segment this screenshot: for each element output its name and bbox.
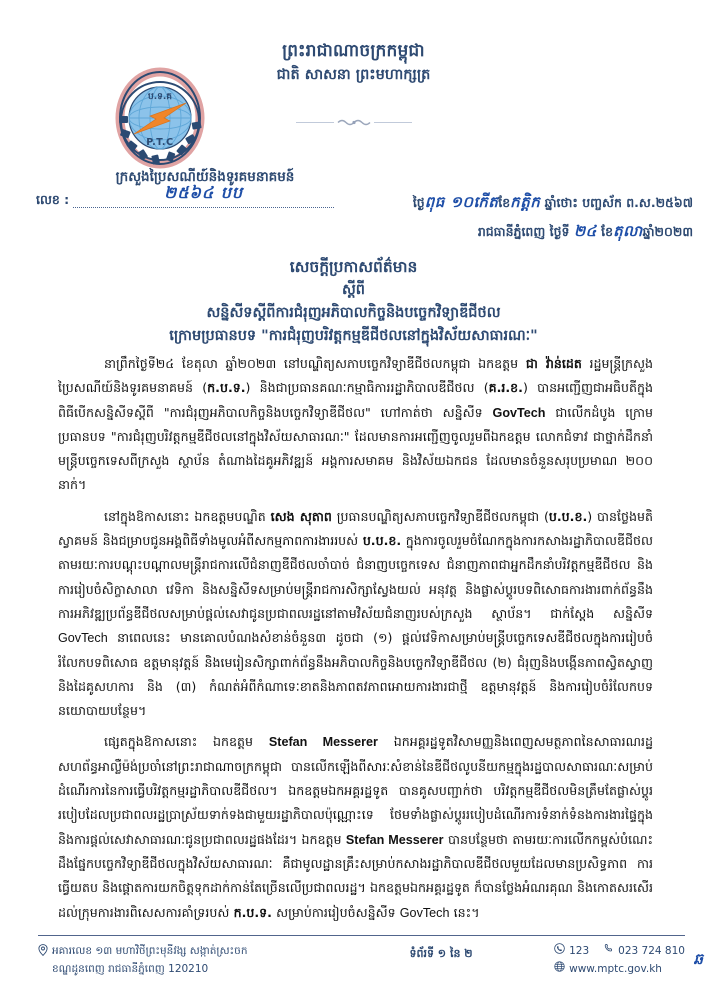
page-indicator: ទំព័រទី ១ នៃ ២ bbox=[409, 947, 473, 961]
ministry-name: ក្រសួងប្រៃសណីយ៍និងទូរគមនាគមន៍ bbox=[115, 169, 295, 185]
kingdom-title: ព្រះរាជាណាចក្រកម្ពុជា bbox=[282, 41, 425, 61]
globe-icon bbox=[554, 961, 565, 978]
ministry-logo bbox=[106, 66, 214, 178]
body-text-run: ក្នុងការចូលរួមចំណែកក្នុងការកសាងរដ្ឋាភិបាលឌីជីថល តាមរយៈការបណ្តុះបណ្តាលមន្ត្រីរាជការលើជំនាញឌីជីថលចាំបាច់ ជំនាញបច្ចេកទេស ជំនាញភាពជាអ្នកដឹកនាំបរិវត្តកម្មឌីជីថល និងការរៀបចំសិក្ខាសាលា វេទិកា និងសន្និសីទសម្រាប់មន្ត្រីរាជការសិក្សាស្វែងយល់ អនុវត្ត និងផ្លាស់ប្តូរបទពិសោធការងារពាក់ព័ន្ធនឹងការអភិវឌ្ឍប្រព័ន្ធឌីជីថលសម្រាប់ផ្តល់សេវាជូនប្រជាពលរដ្ឋនៅតាមវិស័យជំនាញរបស់ក្រសួង ស្ថាប័ន។ ជាក់ស្តែង សន្និសីទ bbox=[58, 533, 653, 621]
emphasis-text: សេង សុតាព bbox=[270, 508, 332, 524]
document-number-row bbox=[36, 183, 336, 211]
national-motto: ជាតិ សាសនា ព្រះមហាក្សត្រ bbox=[276, 66, 431, 83]
body-text-run: ផ្សេតក្នុងឱកាសនោះ ឯកឧត្តម bbox=[104, 734, 269, 750]
body-text-run: GovTech bbox=[58, 631, 108, 646]
body-text-run: រដ្ឋមន្ត្រីក្រសួងប្រៃសណីយ៍និងទូរគមនាគមន៍ ( bbox=[58, 356, 653, 396]
logo-bottom-text: P.T.C bbox=[146, 137, 174, 148]
title-topic-line-1: សន្និសីទស្តីពីការជំរុញអភិបាលកិច្ចនិងបច្ចេកវិទ្យាឌីជីថល bbox=[206, 304, 501, 321]
body-text-run: ) បានអញ្ជើញជាអធិបតីក្នុងពិធីបើកសន្និសីទស្តីពី "ការជំរុញអភិបាលកិច្ចនិងបច្ចេកវិទ្យាឌីជីថល" ហៅកាត់ថា សន្និសីទ bbox=[58, 380, 653, 420]
city-date-prefix: រាជធានីភ្នំពេញ ថ្ងៃទី bbox=[477, 223, 570, 239]
title-subject-label: ស្តីពី bbox=[341, 282, 365, 299]
phone-circle-icon bbox=[554, 943, 565, 960]
footer-divider bbox=[38, 935, 685, 936]
date-block bbox=[333, 188, 693, 245]
document-number-label: លេខ : bbox=[36, 192, 70, 207]
body-text-run: ) បានថ្លែងមតិស្វាគមន៍ និងជម្រាបជូនអង្គពិធីទាំងមូលអំពីសកម្មភាពការងាររបស់ bbox=[58, 508, 654, 549]
logo-top-text: ប.ទ.គ bbox=[148, 92, 172, 102]
location-pin-icon bbox=[38, 944, 48, 978]
body-text-run: នៅក្នុងឱកាសនោះ ឯកឧត្តមបណ្ឌិត bbox=[104, 508, 271, 524]
emphasis-text: ប.ប.ខ. bbox=[548, 508, 588, 524]
address-line-2: ខណ្ឌដូនពេញ រាជធានីភ្នំពេញ 120210 bbox=[52, 962, 209, 975]
footer-website-line[interactable] bbox=[554, 961, 685, 978]
document-number-line bbox=[73, 183, 334, 208]
document-header bbox=[0, 0, 707, 250]
emphasis-text: ជា វ៉ាន់ដេត bbox=[525, 356, 582, 371]
buddhist-year: ឆ្នាំថោះ បញ្ចស័ក ព.ស.២៥៦៧ bbox=[544, 195, 693, 210]
date-prefix: ថ្ងៃ bbox=[412, 195, 425, 210]
handwritten-day: ២៤ bbox=[573, 221, 597, 240]
emphasis-text: ប.ប.ខ. bbox=[362, 533, 402, 549]
emphasis-text: ក.ប.ទ. bbox=[233, 904, 272, 920]
emphasis-text: ក.ប.ទ. bbox=[207, 380, 246, 396]
date-mid: ខែ bbox=[498, 195, 511, 210]
address-line-1: អគារលេខ ១៣ មហាវិថីព្រះមុនីវង្ស សង្កាត់ស្រះចក bbox=[52, 945, 248, 958]
document-footer bbox=[38, 935, 685, 978]
body-text-run: ជាលើកដំបូង ក្រោមប្រធានបទ "ការជំរុញបរិវត្តកម្មឌីជីថលនៅក្នុងវិស័យសាធារណៈ" ដែលមានការអញ្ជើញចូលរួមពីឯកឧត្តម លោកជំទាវ ជាថ្នាក់ដឹកនាំ មន្ត្រីបច្ចេកទេសពីក្រសួង ស្ថាប័ន តំណាងដៃគូអភិវឌ្ឍន៍ អង្គការសមាគម និងវិស័យឯកជន ដែលមានចំនួនសរុបប្រមាណ ២០០ នាក់។ bbox=[58, 404, 653, 493]
emphasis-text: GovTech bbox=[492, 405, 546, 420]
phone-full-number: 023 724 810 bbox=[618, 945, 685, 958]
document-number-value: ២៥៦៤ បប bbox=[164, 183, 244, 202]
phone-short-number: 123 bbox=[569, 945, 590, 958]
gregorian-date-line bbox=[333, 217, 693, 246]
title-block bbox=[0, 256, 707, 348]
body-text-run: នាពេលនេះ មានគោលបំណងសំខាន់ចំនួន៣ ដូចជា (១) ផ្តល់វេទិកាសម្រាប់មន្ត្រីបច្ចេកទេសឌីជីថលក្នុងការរៀបចំរំលែកបទពិសោធ ឧត្តមានុវត្តន៍ និងមេរៀនសិក្សាពាក់ព័ន្ធនឹងអភិបាលកិច្ចនិងបច្ចេកវិទ្យាឌីជីថល (២) ជំរុញនិងបង្កើនភាពស្វិតស្វាញនិងដៃគូសហការ និង (៣) កំណត់អំពីកំណាទេៈខាតនិងភាពតវភាពអោយការងារជាថ្មី ឧត្តមានុវត្តន៍ និងការរៀបចំរំលែកបទនយោបាយបន្ថែម។ bbox=[58, 630, 653, 719]
phone-handset-icon bbox=[603, 943, 614, 960]
document-body bbox=[58, 352, 653, 932]
emphasis-text: គ.រ.ខ. bbox=[488, 380, 523, 396]
date-month-label: ខែ bbox=[601, 223, 614, 239]
website-url[interactable]: www.mptc.gov.kh bbox=[569, 962, 662, 975]
gregorian-year: ឆ្នាំ២០២៣ bbox=[642, 223, 693, 239]
body-text-run: នាព្រឹកថ្ងៃទី២៤ ខែតុលា ឆ្នាំ២០២៣ នៅបណ្ឌិត្យសភាបច្ចេកវិទ្យាឌីជីថលកម្ពុជា ឯកឧត្តម bbox=[104, 356, 526, 371]
title-topic-line-2: ក្រោមប្រធានបទ "ការជំរុញបរិវត្តកម្មឌីជីថលនៅក្នុងវិស័យសាធារណៈ" bbox=[169, 327, 538, 344]
para-3 bbox=[58, 730, 653, 924]
emphasis-text: Stefan Messerer bbox=[268, 735, 378, 750]
para-2 bbox=[58, 505, 653, 724]
handwritten-month: តុលា bbox=[613, 221, 643, 240]
body-text-run: សម្រាប់ការរៀបចំសន្និសីទ bbox=[271, 904, 400, 920]
handwritten-lunar-month: កត្តិក bbox=[510, 193, 541, 211]
signature-mark: ឆ bbox=[693, 950, 703, 968]
footer-contact bbox=[554, 943, 685, 978]
footer-address-text bbox=[52, 943, 248, 978]
handwritten-lunar-day: ពុធ ១០កើត bbox=[424, 193, 499, 211]
footer-phone-line bbox=[554, 943, 685, 960]
emphasis-text: Stefan Messerer bbox=[345, 832, 444, 847]
lunar-date-line bbox=[333, 188, 693, 217]
body-text-run: នេះ។ bbox=[449, 904, 480, 920]
body-text-run: បានបន្ថែមថា តាមរយៈការលើកកម្ពស់បំណេះដឹងផ្នែកបច្ចេកវិទ្យាឌីជីថលក្នុងវិស័យសាធារណៈ គឺជាមូលដ្ឋានគ្រឹះសម្រាប់កសាងរដ្ឋាភិបាលឌីជីថលមួយដែលមានប្រសិទ្ធភាព ការធ្វើយតប និងផ្តោតការយកចិត្តទុកដាក់កាន់តែច្រើនលើប្រជាពលរដ្ឋ។ ឯកឧត្តមឯកអគ្គរដ្ឋទូត ក៏បានថ្លែងអំណរគុណ និងកោតសរសើរដល់ក្រុមការងារពិសេសការគាំទ្ររបស់ bbox=[58, 831, 653, 920]
body-text-run: GovTech bbox=[399, 905, 450, 920]
body-text-run: ឯកអគ្គរដ្ឋទូតវិសាមញ្ញនិងពេញសមត្ថភាពនៃសាធារណរដ្ឋសហព័ន្ធអាល្លឺម៉ង់ប្រចាំនៅព្រះរាជាណាចក្រកម្ពុជា បានលើកឡើងពីសារៈសំខាន់នៃឌីជីថលូបនីយកម្មក្នុងរដ្ឋបាលសាធារណៈសម្រាប់ដំណើរការនៃការធ្វើបរិវត្តកម្មរដ្ឋាភិបាលឌីជីថល។ ឯកឧត្តមឯកអគ្គរដ្ឋទូត បានគូសបញ្ជាក់ថា បរិវត្តកម្មឌីជីថលមិនត្រឹមតែផ្លាស់ប្តូររបៀបដែលប្រជាពលរដ្ឋប្រាស្រ័យទាក់ទងជាមួយរដ្ឋាភិបាលប៉ុណ្ណោះទេ ថែមទាំងផ្លាស់ប្តូររបៀបដំណើរការទំនាក់ទំនងការងារផ្ទៃក្នុង និងការផ្តល់សេវាសាធារណៈជូនប្រជាពលរដ្ឋផងដែរ។ ឯកឧត្តម bbox=[58, 734, 653, 847]
para-1 bbox=[58, 352, 653, 498]
body-text-run: ) និងជាប្រធានគណៈកម្មាធិការរដ្ឋាភិបាលឌីជីថល ( bbox=[245, 380, 489, 396]
footer-address bbox=[38, 943, 328, 978]
page-title: សេចក្តីប្រកាសព័ត៌មាន bbox=[289, 258, 418, 276]
body-text-run: ប្រធានបណ្ឌិត្យសភាបច្ចេកវិទ្យាឌីជីថលកម្ពុជា ( bbox=[331, 508, 549, 524]
